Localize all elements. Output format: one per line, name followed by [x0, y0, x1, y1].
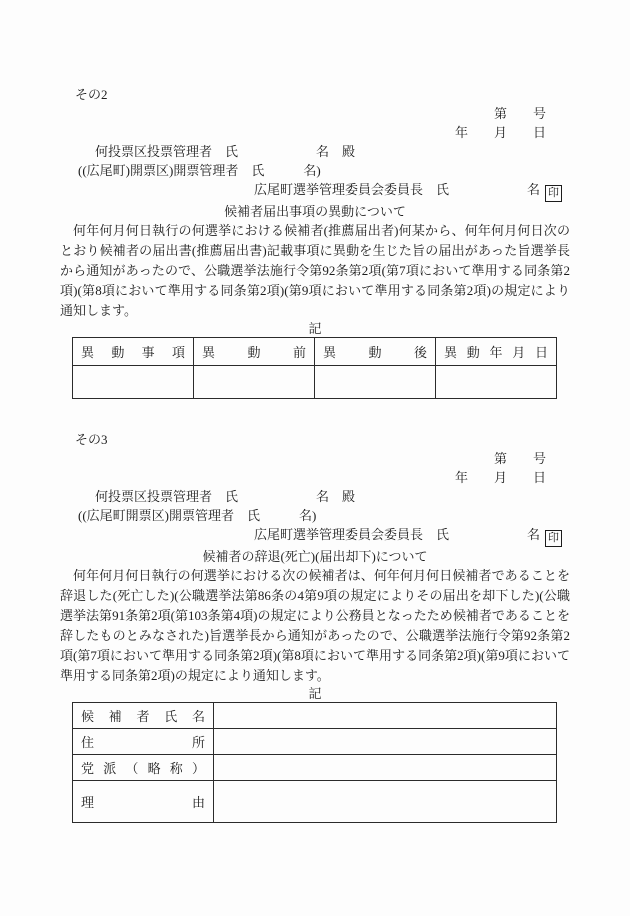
table-row-candidate-name: [73, 703, 557, 729]
label-candidate-name: 候 補 者 氏 名: [73, 703, 214, 729]
sender-line: [60, 180, 570, 202]
sender-name: 広尾町選挙管理委員会委員長 氏 名: [253, 182, 540, 197]
header-change-item: 異 動 事 項: [73, 338, 194, 366]
seal-stamp-box: 印: [545, 185, 562, 202]
value-cell: [214, 703, 557, 729]
empty-cell: [436, 366, 557, 399]
addressee-counting-manager: ((広尾町開票区)開票管理者 氏 名): [78, 508, 317, 523]
header-change-date: 異 動 年 月 日: [436, 338, 557, 366]
table-row-address: [73, 729, 557, 755]
label-reason: 理 由: [73, 781, 214, 823]
empty-cell: [194, 366, 315, 399]
header-after-change: 異 動 後: [315, 338, 436, 366]
value-cell: [214, 755, 557, 781]
record-label: 記: [308, 321, 322, 336]
change-notification-table: [72, 337, 557, 399]
table-header-row: [73, 338, 557, 366]
document-number-line: 第 号: [493, 106, 546, 121]
form-section-sono3: [60, 430, 570, 823]
empty-cell: [73, 366, 194, 399]
empty-cell: [315, 366, 436, 399]
seal-stamp-box: 印: [545, 530, 562, 547]
part-label: その2: [75, 87, 108, 102]
date-line: 年 月 日: [454, 470, 546, 485]
body-paragraph: 何年何月何日執行の何選挙における次の候補者は、何年何月何日候補者であることを辞退した(死亡した)(公職選挙法第86条の4第9項の規定によりその届出を却下した)(公職選挙法第91条第2項(第103条第4項)の規定により公務員となったため候補者であることを辞したものとみなされた)旨選挙長から通知があったので、公職選挙法施行令第92条第2項(第7項において準用する同条第2項)(第8項において準用する同条第2項)(第9項において準用する同条第2項)の規定により通知します。: [60, 568, 570, 683]
sender-line: [60, 525, 570, 547]
addressee-polling-manager: 何投票区投票管理者 氏 名 殿: [95, 144, 356, 159]
value-cell: [214, 781, 557, 823]
sender-name: 広尾町選挙管理委員会委員長 氏 名: [253, 527, 540, 542]
body-paragraph: 何年何月何日執行の何選挙における候補者(推薦届出者)何某から、何年何月何日次のとおり候補者の届出書(推薦届出書)記載事項に異動を生じた旨の届出があった旨選挙長から通知があったので、公職選挙法施行令第92条第2項(第7項において準用する同条第2項)(第8項において準用する同条第2項)(第9項において準用する同条第2項)の規定により通知します。: [60, 223, 570, 318]
date-line: 年 月 日: [454, 125, 546, 140]
table-row-party: [73, 755, 557, 781]
document-number-line: 第 号: [493, 451, 546, 466]
addressee-polling-manager: 何投票区投票管理者 氏 名 殿: [95, 489, 356, 504]
table-row-reason: [73, 781, 557, 823]
label-address: 住 所: [73, 729, 214, 755]
part-label: その3: [75, 432, 108, 447]
addressee-counting-manager: ((広尾町)開票区)開票管理者 氏 名): [78, 163, 321, 178]
document-title: 候補者届出事項の異動について: [224, 204, 406, 219]
header-before-change: 異 動 前: [194, 338, 315, 366]
candidate-detail-table: [72, 702, 557, 823]
form-section-sono2: [60, 85, 570, 399]
document-title: 候補者の辞退(死亡)(届出却下)について: [202, 549, 428, 564]
record-label: 記: [308, 686, 322, 701]
value-cell: [214, 729, 557, 755]
label-party: 党 派 （ 略 称 ）: [73, 755, 214, 781]
table-row: [73, 366, 557, 399]
